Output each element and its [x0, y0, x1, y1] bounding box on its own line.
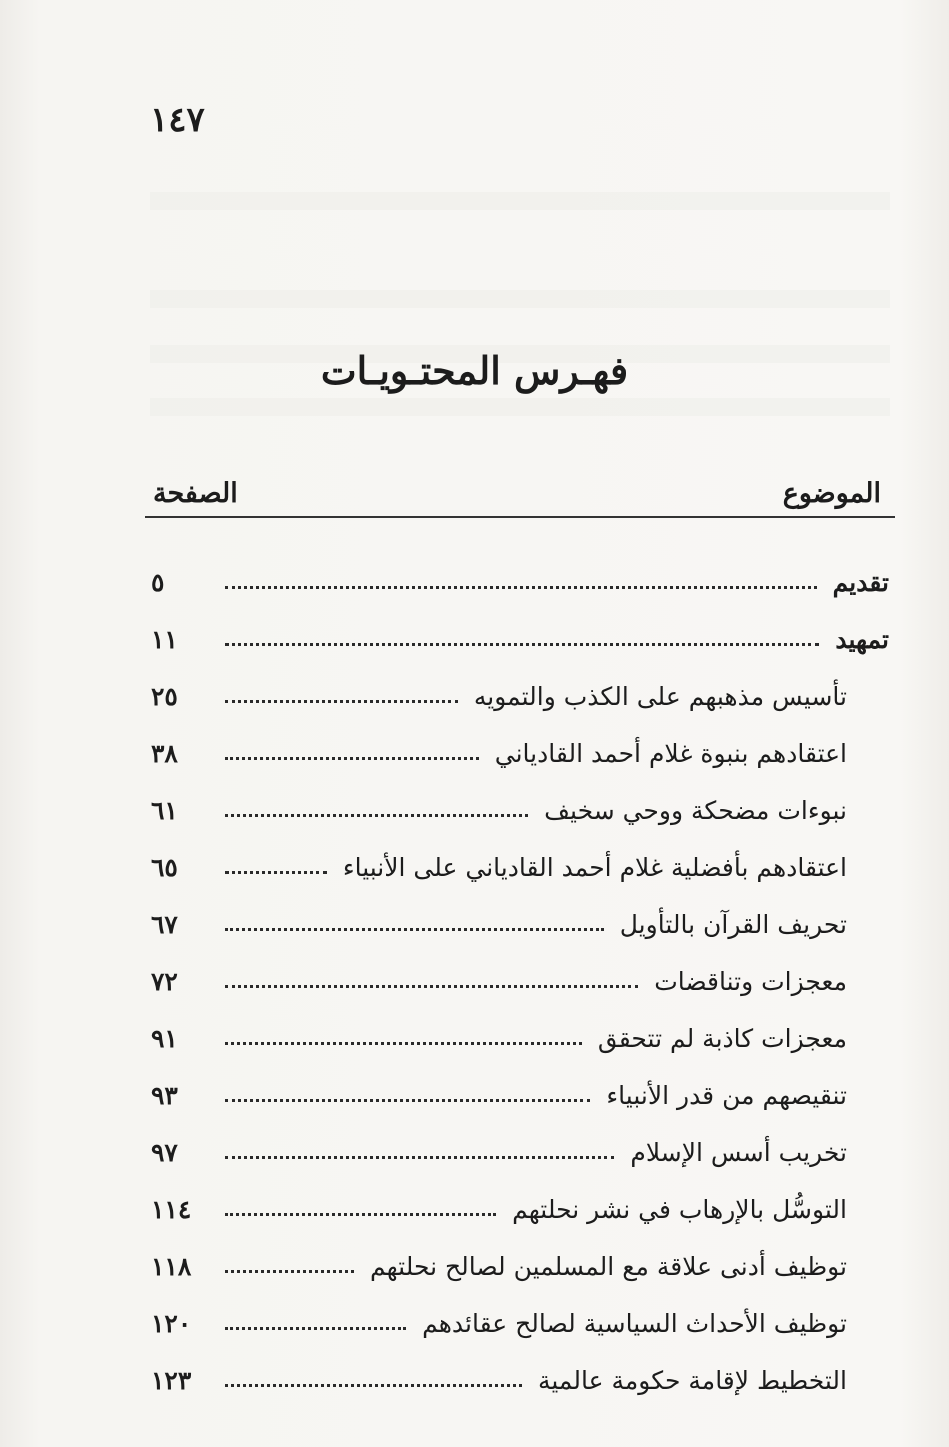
toc-entry [145, 1167, 895, 1224]
toc-entry-page: ٩٣ [151, 1081, 178, 1110]
toc-entry-page: ٥ [151, 568, 165, 597]
toc-entry-page: ٧٢ [151, 967, 178, 996]
toc-entry-topic: تقديم [832, 568, 889, 597]
page-title: فهـرس المحتـويـات [320, 348, 629, 393]
toc-entry [145, 768, 895, 825]
page-column-label: الصفحة [153, 478, 238, 509]
dot-leader [225, 969, 638, 988]
bleed-through-shadow [150, 398, 890, 416]
toc-entry-topic: التوسُّل بالإرهاب في نشر نحلتهم [512, 1195, 847, 1224]
toc-entry-page: ٦٥ [151, 853, 178, 882]
toc-entry-page: ٩١ [151, 1024, 178, 1053]
toc-entry-topic: معجزات وتناقضات [654, 967, 847, 996]
toc-entry [145, 939, 895, 996]
toc-entry [145, 1224, 895, 1281]
toc-entry-topic: نبوءات مضحكة ووحي سخيف [544, 796, 847, 825]
dot-leader [225, 627, 819, 646]
dot-leader [225, 684, 458, 703]
toc-entry-topic: تنقيصهم من قدر الأنبياء [606, 1081, 847, 1110]
dot-leader [225, 1026, 582, 1045]
toc-entry-topic: تمهيد [835, 625, 889, 654]
dot-leader [225, 1083, 590, 1102]
bleed-through-shadow [150, 192, 890, 210]
toc-entry [145, 825, 895, 882]
toc-entry [145, 1281, 895, 1338]
toc-header [145, 478, 895, 518]
toc-entry [145, 882, 895, 939]
toc-entry [145, 1110, 895, 1167]
page-number: ١٤٧ [150, 100, 205, 140]
toc-entry-topic: تأسيس مذهبهم على الكذب والتمويه [473, 682, 847, 711]
toc-entry-page: ٣٨ [151, 739, 178, 768]
toc-entry-page: ٦١ [151, 796, 178, 825]
bleed-through-shadow [150, 290, 890, 308]
toc-entry-topic: تخريب أسس الإسلام [630, 1138, 847, 1167]
dot-leader [225, 1197, 496, 1216]
toc-entry-page: ١١ [151, 625, 178, 654]
toc-entry-topic: اعتقادهم بنبوة غلام أحمد القادياني [494, 739, 847, 768]
toc-entry [145, 654, 895, 711]
toc-entry-topic: التخطيط لإقامة حكومة عالمية [537, 1366, 847, 1395]
toc-entry-page: ١١٤ [151, 1195, 192, 1224]
dot-leader [225, 1140, 614, 1159]
dot-leader [225, 798, 528, 817]
topic-column-label: الموضوع [782, 478, 881, 509]
toc-entry [145, 597, 895, 654]
dot-leader [225, 912, 604, 931]
dot-leader [225, 570, 817, 589]
toc-list [145, 540, 895, 1395]
toc-entry-page: ١٢٠ [151, 1309, 192, 1338]
toc-entry-topic: تحريف القرآن بالتأويل [619, 910, 847, 939]
toc-entry [145, 540, 895, 597]
toc-entry-page: ٦٧ [151, 910, 178, 939]
toc-entry-topic: توظيف الأحداث السياسية لصالح عقائدهم [422, 1309, 847, 1338]
toc-entry-page: ١١٨ [151, 1252, 192, 1281]
toc-entry [145, 996, 895, 1053]
dot-leader [225, 1254, 354, 1273]
toc-entry-page: ١٢٣ [151, 1366, 192, 1395]
dot-leader [225, 1311, 406, 1330]
toc-entry [145, 711, 895, 768]
toc-entry-page: ٢٥ [151, 682, 178, 711]
toc-entry-topic: توظيف أدنى علاقة مع المسلمين لصالح نحلتهم [369, 1252, 847, 1281]
toc-entry-page: ٩٧ [151, 1138, 178, 1167]
toc-entry [145, 1338, 895, 1395]
toc-entry-topic: معجزات كاذبة لم تتحقق [597, 1024, 847, 1053]
dot-leader [225, 855, 327, 874]
dot-leader [225, 1368, 522, 1387]
dot-leader [225, 741, 479, 760]
toc-entry-topic: اعتقادهم بأفضلية غلام أحمد القادياني على الأنبياء [342, 853, 847, 882]
toc-entry [145, 1053, 895, 1110]
